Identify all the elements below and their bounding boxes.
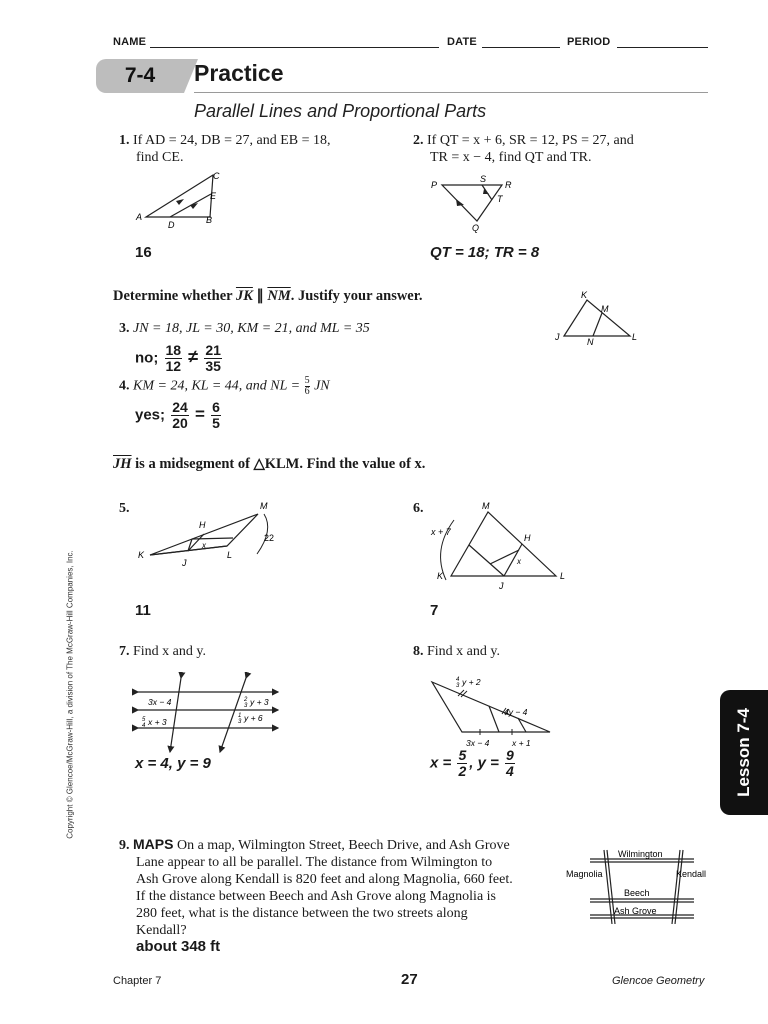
q3-answer-prefix: no; — [135, 349, 159, 367]
q3-operator: ≠ — [188, 346, 199, 367]
segment-nm: $\overline{NM}$ — [267, 288, 291, 304]
q8-top-rest: y + 2 — [462, 677, 481, 687]
section-2-instruction — [113, 456, 425, 473]
q2-text-line2: TR = x − 4, find QT and TR. — [430, 150, 592, 165]
name-line — [150, 47, 439, 48]
q7-e2-den: 4 — [142, 723, 146, 729]
q6-answer: 7 — [430, 602, 439, 619]
question-8 — [413, 643, 500, 660]
q1-number: 1. — [119, 133, 130, 148]
section-2-text: is a midsegment of △KLM. Find the value of x. — [135, 456, 426, 472]
q5-label-M: M — [260, 501, 268, 511]
lesson-number: 7-4 — [124, 64, 156, 87]
q7-e2-rest: x + 3 — [148, 717, 167, 727]
q8-number: 8. — [413, 644, 424, 659]
map-label-kendall: Kendall — [676, 869, 707, 879]
q3-number: 3. — [119, 321, 130, 336]
footer-chapter: Chapter 7 — [113, 975, 162, 987]
q2-text-line1: If QT = x + 6, SR = 12, PS = 27, and — [427, 133, 634, 148]
q1-label-C: C — [213, 171, 220, 181]
q7-answer: x = 4, y = 9 — [135, 755, 211, 772]
q3-fraction-2: $\frac{21}{35}$ — [205, 342, 221, 374]
parallel-symbol: ∥ — [256, 288, 264, 304]
q4-operator: = — [194, 404, 205, 424]
section-1-prefix: Determine whether — [113, 288, 233, 304]
q6-label-H: H — [524, 533, 531, 543]
q7-diagram — [128, 672, 288, 756]
date-label: DATE — [447, 36, 477, 48]
s1-label-N: N — [587, 337, 594, 347]
q7-e4-num: 1 — [238, 713, 242, 719]
s1-label-M: M — [601, 304, 609, 314]
q6-label-J: J — [499, 581, 504, 591]
question-1 — [119, 132, 331, 166]
q2-number: 2. — [413, 133, 424, 148]
q5-number: 5. — [119, 501, 130, 516]
q7-number: 7. — [119, 644, 130, 659]
date-line — [482, 47, 560, 48]
q5-diagram — [130, 498, 290, 578]
q5-label-K: K — [138, 550, 145, 560]
q6-label-x: x — [517, 557, 521, 566]
q8-answer-y-frac: $\frac{9}{4}$ — [506, 747, 514, 779]
q6-number: 6. — [413, 501, 424, 516]
question-3 — [119, 320, 370, 337]
q9-map — [566, 844, 710, 924]
q7-e3-num: 2 — [244, 697, 248, 703]
q3-text: JN = 18, JL = 30, KM = 21, and ML = 35 — [133, 321, 370, 336]
q4-text-b: JN — [314, 378, 330, 394]
question-9 — [119, 836, 569, 939]
q6-diagram — [420, 498, 580, 593]
q8-diagram — [422, 672, 562, 752]
page-title: Practice — [194, 60, 284, 86]
q4-fraction: $\frac{5}{6}$ — [304, 375, 310, 397]
section-1-diagram — [550, 288, 650, 348]
q7-label-e1: 3x − 4 — [148, 697, 172, 707]
period-label: PERIOD — [567, 36, 611, 48]
q1-diagram — [130, 168, 230, 234]
q6-label-L: L — [560, 571, 566, 581]
q7-e3-den: 3 — [244, 703, 248, 709]
q3-answer — [135, 343, 224, 374]
q7-text: Find x and y. — [133, 644, 206, 659]
q5-label-J: J — [182, 558, 187, 568]
q9-number: 9. — [119, 838, 130, 853]
q4-answer-prefix: yes; — [135, 406, 166, 424]
q2-label-T: T — [497, 194, 503, 204]
q8-top-num: 4 — [456, 677, 460, 683]
q5-label-22: 22 — [264, 533, 275, 543]
q2-diagram — [425, 170, 525, 234]
q9-line-3: Ash Grove along Kendall is 820 feet and along Magnolia, 660 feet. — [136, 872, 513, 887]
q4-fraction-1: $\frac{24}{20}$ — [172, 399, 188, 431]
footer-book-title: Glencoe Geometry — [612, 975, 705, 987]
q9-answer: about 348 ft — [136, 938, 221, 955]
s1-label-J: J — [555, 332, 560, 342]
q7-e4-rest: y + 6 — [244, 713, 263, 723]
q2-label-Q: Q — [472, 223, 480, 233]
map-label-ashgrove: Ash Grove — [614, 906, 657, 916]
q7-e2-num: 5 — [142, 717, 146, 723]
map-label-beech: Beech — [624, 888, 650, 898]
page-subtitle: Parallel Lines and Proportional Parts — [194, 101, 487, 121]
segment-jh: $\overline{JH}$ — [113, 456, 132, 472]
lesson-number-tab — [96, 59, 184, 93]
q1-label-A: A — [136, 212, 143, 222]
question-2 — [413, 132, 634, 166]
q8-top-den: 3 — [456, 683, 460, 689]
q1-label-B: B — [206, 215, 213, 225]
q6-label-expr: x + 7 — [431, 527, 451, 537]
section-1-suffix: . Justify your answer. — [290, 288, 423, 304]
q8-label-bottom-right: x + 1 — [512, 738, 531, 748]
section-1-instruction — [113, 288, 422, 305]
map-label-wilmington: Wilmington — [618, 849, 663, 859]
q2-answer: QT = 18; TR = 8 — [430, 244, 540, 261]
s1-label-L: L — [632, 332, 638, 342]
q1-label-D: D — [168, 220, 175, 230]
q1-label-E: E — [210, 191, 217, 201]
footer-page-number: 27 — [401, 971, 418, 988]
q9-line-4: If the distance between Beech and Ash Grove along Magnolia is — [136, 889, 497, 904]
q9-line-5: 280 feet, what is the distance between the two streets along — [136, 906, 468, 921]
q8-text: Find x and y. — [427, 644, 500, 659]
q9-line-6: Kendall? — [136, 923, 187, 938]
question-7 — [119, 643, 206, 660]
q1-text-line2: find CE. — [136, 150, 184, 165]
q5-answer: 11 — [135, 602, 151, 619]
lesson-side-tab — [720, 690, 768, 815]
name-label: NAME — [113, 36, 147, 48]
q4-answer — [135, 400, 223, 431]
q9-tag: MAPS — [133, 836, 174, 852]
q1-text-line1: If AD = 24, DB = 27, and EB = 18, — [133, 133, 331, 148]
q9-line-2: Lane appear to all be parallel. The distance from Wilmington to — [136, 855, 493, 870]
q5-label-H: H — [199, 520, 206, 530]
segment-jk: $\overline{JK}$ — [235, 288, 253, 304]
map-label-magnolia: Magnolia — [566, 869, 603, 879]
q8-answer-x-frac: $\frac{5}{2}$ — [458, 747, 467, 779]
q8-answer-y-label: , y = — [469, 754, 499, 772]
q2-label-P: P — [431, 180, 438, 190]
q5-label-L: L — [227, 550, 233, 560]
q3-fraction-1: $\frac{18}{12}$ — [165, 342, 182, 374]
q8-answer-x-label: x = — [430, 754, 452, 772]
period-line — [617, 47, 708, 48]
q2-label-S: S — [480, 174, 487, 184]
q6-label-K: K — [437, 571, 444, 581]
q7-e4-den: 3 — [238, 719, 242, 725]
s1-label-K: K — [581, 290, 588, 300]
lesson-side-tab-label: Lesson 7-4 — [734, 708, 753, 797]
question-4 — [119, 376, 330, 397]
q4-number: 4. — [119, 378, 130, 394]
q4-text-a: KM = 24, KL = 44, and NL = — [133, 378, 301, 394]
q2-label-R: R — [505, 180, 512, 190]
q8-label-bottom-left: 3x − 4 — [466, 738, 490, 748]
q8-label-right: 4y − 4 — [504, 707, 528, 717]
q8-answer — [430, 748, 517, 779]
title-rule — [194, 92, 708, 93]
q5-label-x: x — [202, 541, 206, 550]
q1-answer: 16 — [135, 244, 152, 261]
q7-e3-rest: y + 3 — [250, 697, 269, 707]
q6-label-M: M — [482, 501, 490, 511]
copyright-notice: Copyright © Glencoe/McGraw-Hill, a division of The McGraw-Hill Companies, Inc. — [65, 550, 75, 839]
q4-fraction-2: $\frac{6}{5}$ — [212, 399, 220, 431]
q9-line-1: On a map, Wilmington Street, Beech Drive, and Ash Grove — [176, 838, 510, 853]
